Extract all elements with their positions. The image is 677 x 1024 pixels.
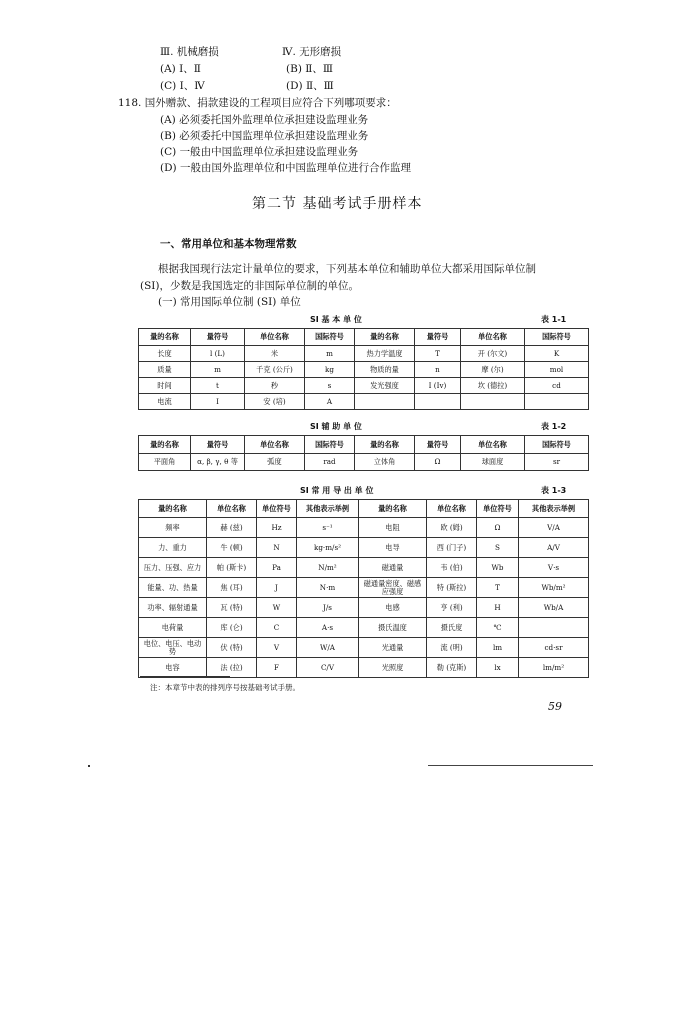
table-cell: 牛 (顿) (207, 538, 257, 558)
table-cell: 库 (仑) (207, 618, 257, 638)
table1-header: 单位名称 (461, 329, 525, 346)
table1-label: 表 1-1 (541, 315, 567, 324)
table3-title: SI 常 用 导 出 单 位 (300, 486, 374, 495)
table-cell: 功率、辐射通量 (139, 598, 207, 618)
table-cell: Ω (415, 454, 461, 471)
table2-header: 单位名称 (461, 436, 525, 454)
table-cell: 电感 (359, 598, 427, 618)
table-cell: 光通量 (359, 638, 427, 658)
table-cell: C/V (297, 658, 359, 678)
subsection-heading: 一、常用单位和基本物理常数 (160, 238, 297, 250)
table-cell: 电容 (139, 658, 207, 678)
table-cell: 流 (明) (427, 638, 477, 658)
table-cell: V/A (519, 518, 589, 538)
table-row (139, 454, 589, 471)
table-cell: A/V (519, 538, 589, 558)
table-cell: 帕 (斯卡) (207, 558, 257, 578)
table-cell: I (Iv) (415, 378, 461, 394)
table-cell: 频率 (139, 518, 207, 538)
table-cell: 压力、压强、应力 (139, 558, 207, 578)
table-row (139, 558, 589, 578)
table-cell: C (257, 618, 297, 638)
q117-option-iv: Ⅳ. 无形磨损 (282, 46, 342, 58)
table-cell: 欧 (姆) (427, 518, 477, 538)
table-si-base-units (138, 328, 589, 410)
page-number: 59 (548, 700, 562, 713)
table-cell: 力、重力 (139, 538, 207, 558)
table-row (139, 598, 589, 618)
table-cell: 球面度 (461, 454, 525, 471)
table-cell: 坎 (德拉) (461, 378, 525, 394)
sub-heading: (一) 常用国际单位制 (SI) 单位 (158, 296, 301, 308)
table-row (139, 378, 589, 394)
table-cell (355, 394, 415, 410)
footnote-rule (140, 676, 230, 677)
table-cell: 米 (245, 346, 305, 362)
table-cell: 磁通量密度、磁感应强度 (359, 578, 427, 598)
table-cell: Ω (477, 518, 519, 538)
table-cell: α, β, γ, θ 等 (191, 454, 245, 471)
table-cell: 长度 (139, 346, 191, 362)
table-cell: I (191, 394, 245, 410)
table-cell: N/m² (297, 558, 359, 578)
table1-header: 量符号 (415, 329, 461, 346)
table-cell: kg·m/s² (297, 538, 359, 558)
table3-header: 量的名称 (139, 500, 207, 518)
table-cell: 摄氏度 (427, 618, 477, 638)
table-cell: 焦 (耳) (207, 578, 257, 598)
table-cell: Wb/m² (519, 578, 589, 598)
table2-header: 量符号 (415, 436, 461, 454)
table-cell: l (L) (191, 346, 245, 362)
table-cell: 电阻 (359, 518, 427, 538)
table3-header: 单位名称 (207, 500, 257, 518)
q117-answer-a: (A) Ⅰ、Ⅱ (160, 63, 201, 75)
table3-header: 单位符号 (257, 500, 297, 518)
table-row (139, 538, 589, 558)
q117-option-iii: Ⅲ. 机械磨损 (160, 46, 219, 58)
table-row (139, 658, 589, 678)
q117-answer-c: (C) Ⅰ、Ⅳ (160, 80, 205, 92)
table-cell: 发光强度 (355, 378, 415, 394)
table-cell (525, 394, 589, 410)
table1-header: 量的名称 (355, 329, 415, 346)
table-cell: cd (525, 378, 589, 394)
table-row (139, 346, 589, 362)
table-row (139, 518, 589, 538)
table-row (139, 362, 589, 378)
table1-title: SI 基 本 单 位 (310, 315, 362, 324)
table-cell: K (525, 346, 589, 362)
table-cell: 磁通量 (359, 558, 427, 578)
table-cell (519, 618, 589, 638)
table-cell: J/s (297, 598, 359, 618)
table1-header: 量符号 (191, 329, 245, 346)
table2-header-row (139, 436, 589, 454)
table-cell: 电位、电压、电动势 (139, 638, 207, 658)
table-cell: 电导 (359, 538, 427, 558)
table-cell: s (305, 378, 355, 394)
table-cell: 秒 (245, 378, 305, 394)
table-cell: 法 (拉) (207, 658, 257, 678)
footnote: 注：本章节中表的排列序号按基础考试手册。 (150, 683, 300, 692)
table3-header-row (139, 500, 589, 518)
table-cell: S (477, 538, 519, 558)
paragraph-line-2: (SI)，少数是我国选定的非国际单位制的单位。 (140, 280, 360, 292)
table-cell: W/A (297, 638, 359, 658)
table-cell: V·s (519, 558, 589, 578)
table3-header: 其他表示举例 (297, 500, 359, 518)
table-cell: rad (305, 454, 355, 471)
table-cell: 弧度 (245, 454, 305, 471)
q118-answer-d: (D) 一般由国外监理单位和中国监理单位进行合作监理 (160, 162, 411, 174)
table-cell: Wb (477, 558, 519, 578)
table-cell: V (257, 638, 297, 658)
table2-label: 表 1-2 (541, 422, 567, 431)
table3-label: 表 1-3 (541, 486, 567, 495)
table-cell: t (191, 378, 245, 394)
table-cell: H (477, 598, 519, 618)
table2-header: 单位名称 (245, 436, 305, 454)
table-cell: 电流 (139, 394, 191, 410)
paragraph-line-1: 根据我国现行法定计量单位的要求，下列基本单位和辅助单位大都采用国际单位制 (158, 263, 536, 275)
table2-title: SI 辅 助 单 位 (310, 422, 362, 431)
table-cell: 西 (门子) (427, 538, 477, 558)
table-cell: F (257, 658, 297, 678)
table-cell: N·m (297, 578, 359, 598)
table-cell: 平面角 (139, 454, 191, 471)
table-cell: 热力学温度 (355, 346, 415, 362)
table-row (139, 578, 589, 598)
q117-answer-d: (D) Ⅱ、Ⅲ (286, 80, 334, 92)
table-cell: 摩 (尔) (461, 362, 525, 378)
table-cell: 特 (斯拉) (427, 578, 477, 598)
table-cell: Hz (257, 518, 297, 538)
table-cell (461, 394, 525, 410)
scan-rule (428, 765, 593, 766)
table-cell: 瓦 (特) (207, 598, 257, 618)
table2-header: 量符号 (191, 436, 245, 454)
q117-answer-b: (B) Ⅱ、Ⅲ (286, 63, 334, 75)
table-cell: 物质的量 (355, 362, 415, 378)
table-cell: 安 (培) (245, 394, 305, 410)
table1-header: 单位名称 (245, 329, 305, 346)
table1-header-row (139, 329, 589, 346)
scan-dot (88, 765, 90, 767)
section-title: 第二节 基础考试手册样本 (252, 196, 423, 212)
table-cell: sr (525, 454, 589, 471)
table-cell: 立体角 (355, 454, 415, 471)
table-cell: 光照度 (359, 658, 427, 678)
table1-header: 国际符号 (525, 329, 589, 346)
table-cell: lx (477, 658, 519, 678)
table-cell: 勒 (克斯) (427, 658, 477, 678)
q118-answer-a: (A) 必须委托国外监理单位承担建设监理业务 (160, 114, 369, 126)
table3-header: 单位符号 (477, 500, 519, 518)
table-cell: 亨 (利) (427, 598, 477, 618)
table-cell: N (257, 538, 297, 558)
table-si-derived-units (138, 499, 589, 678)
table-cell: T (477, 578, 519, 598)
table1-header: 量的名称 (139, 329, 191, 346)
table-cell: 赫 (兹) (207, 518, 257, 538)
table-cell: A (305, 394, 355, 410)
table3-header: 单位名称 (427, 500, 477, 518)
table-cell: m (305, 346, 355, 362)
table3-header: 量的名称 (359, 500, 427, 518)
table-row (139, 638, 589, 658)
table-cell: A·s (297, 618, 359, 638)
table-cell: s⁻¹ (297, 518, 359, 538)
table1-header: 国际符号 (305, 329, 355, 346)
table-cell: lm/m² (519, 658, 589, 678)
q118-answer-b: (B) 必须委托中国监理单位承担建设监理业务 (160, 130, 369, 142)
table-cell: lm (477, 638, 519, 658)
table-cell: J (257, 578, 297, 598)
table-cell (415, 394, 461, 410)
table2-header: 国际符号 (305, 436, 355, 454)
table-cell: T (415, 346, 461, 362)
table-cell: W (257, 598, 297, 618)
table-cell: 韦 (伯) (427, 558, 477, 578)
table-cell: 摄氏温度 (359, 618, 427, 638)
table-cell: mol (525, 362, 589, 378)
table-cell: m (191, 362, 245, 378)
q118-stem: 118. 国外赠款、捐款建设的工程项目应符合下列哪项要求： (118, 97, 397, 109)
table-cell: 时间 (139, 378, 191, 394)
table-cell: Wb/A (519, 598, 589, 618)
table-cell: kg (305, 362, 355, 378)
table-cell: 千克 (公斤) (245, 362, 305, 378)
table-cell: 伏 (特) (207, 638, 257, 658)
table-cell: ℃ (477, 618, 519, 638)
table2-header: 量的名称 (139, 436, 191, 454)
table-cell: 电荷量 (139, 618, 207, 638)
table-cell: Pa (257, 558, 297, 578)
table-cell: 能量、功、热量 (139, 578, 207, 598)
q118-answer-c: (C) 一般由中国监理单位承担建设监理业务 (160, 146, 359, 158)
table-cell: 质量 (139, 362, 191, 378)
table-cell: cd·sr (519, 638, 589, 658)
table-si-supplementary-units (138, 435, 589, 471)
table-cell: n (415, 362, 461, 378)
table-row (139, 394, 589, 410)
table-cell: 开 (尔文) (461, 346, 525, 362)
table2-header: 量的名称 (355, 436, 415, 454)
table2-header: 国际符号 (525, 436, 589, 454)
table3-header: 其他表示举例 (519, 500, 589, 518)
table-row (139, 618, 589, 638)
